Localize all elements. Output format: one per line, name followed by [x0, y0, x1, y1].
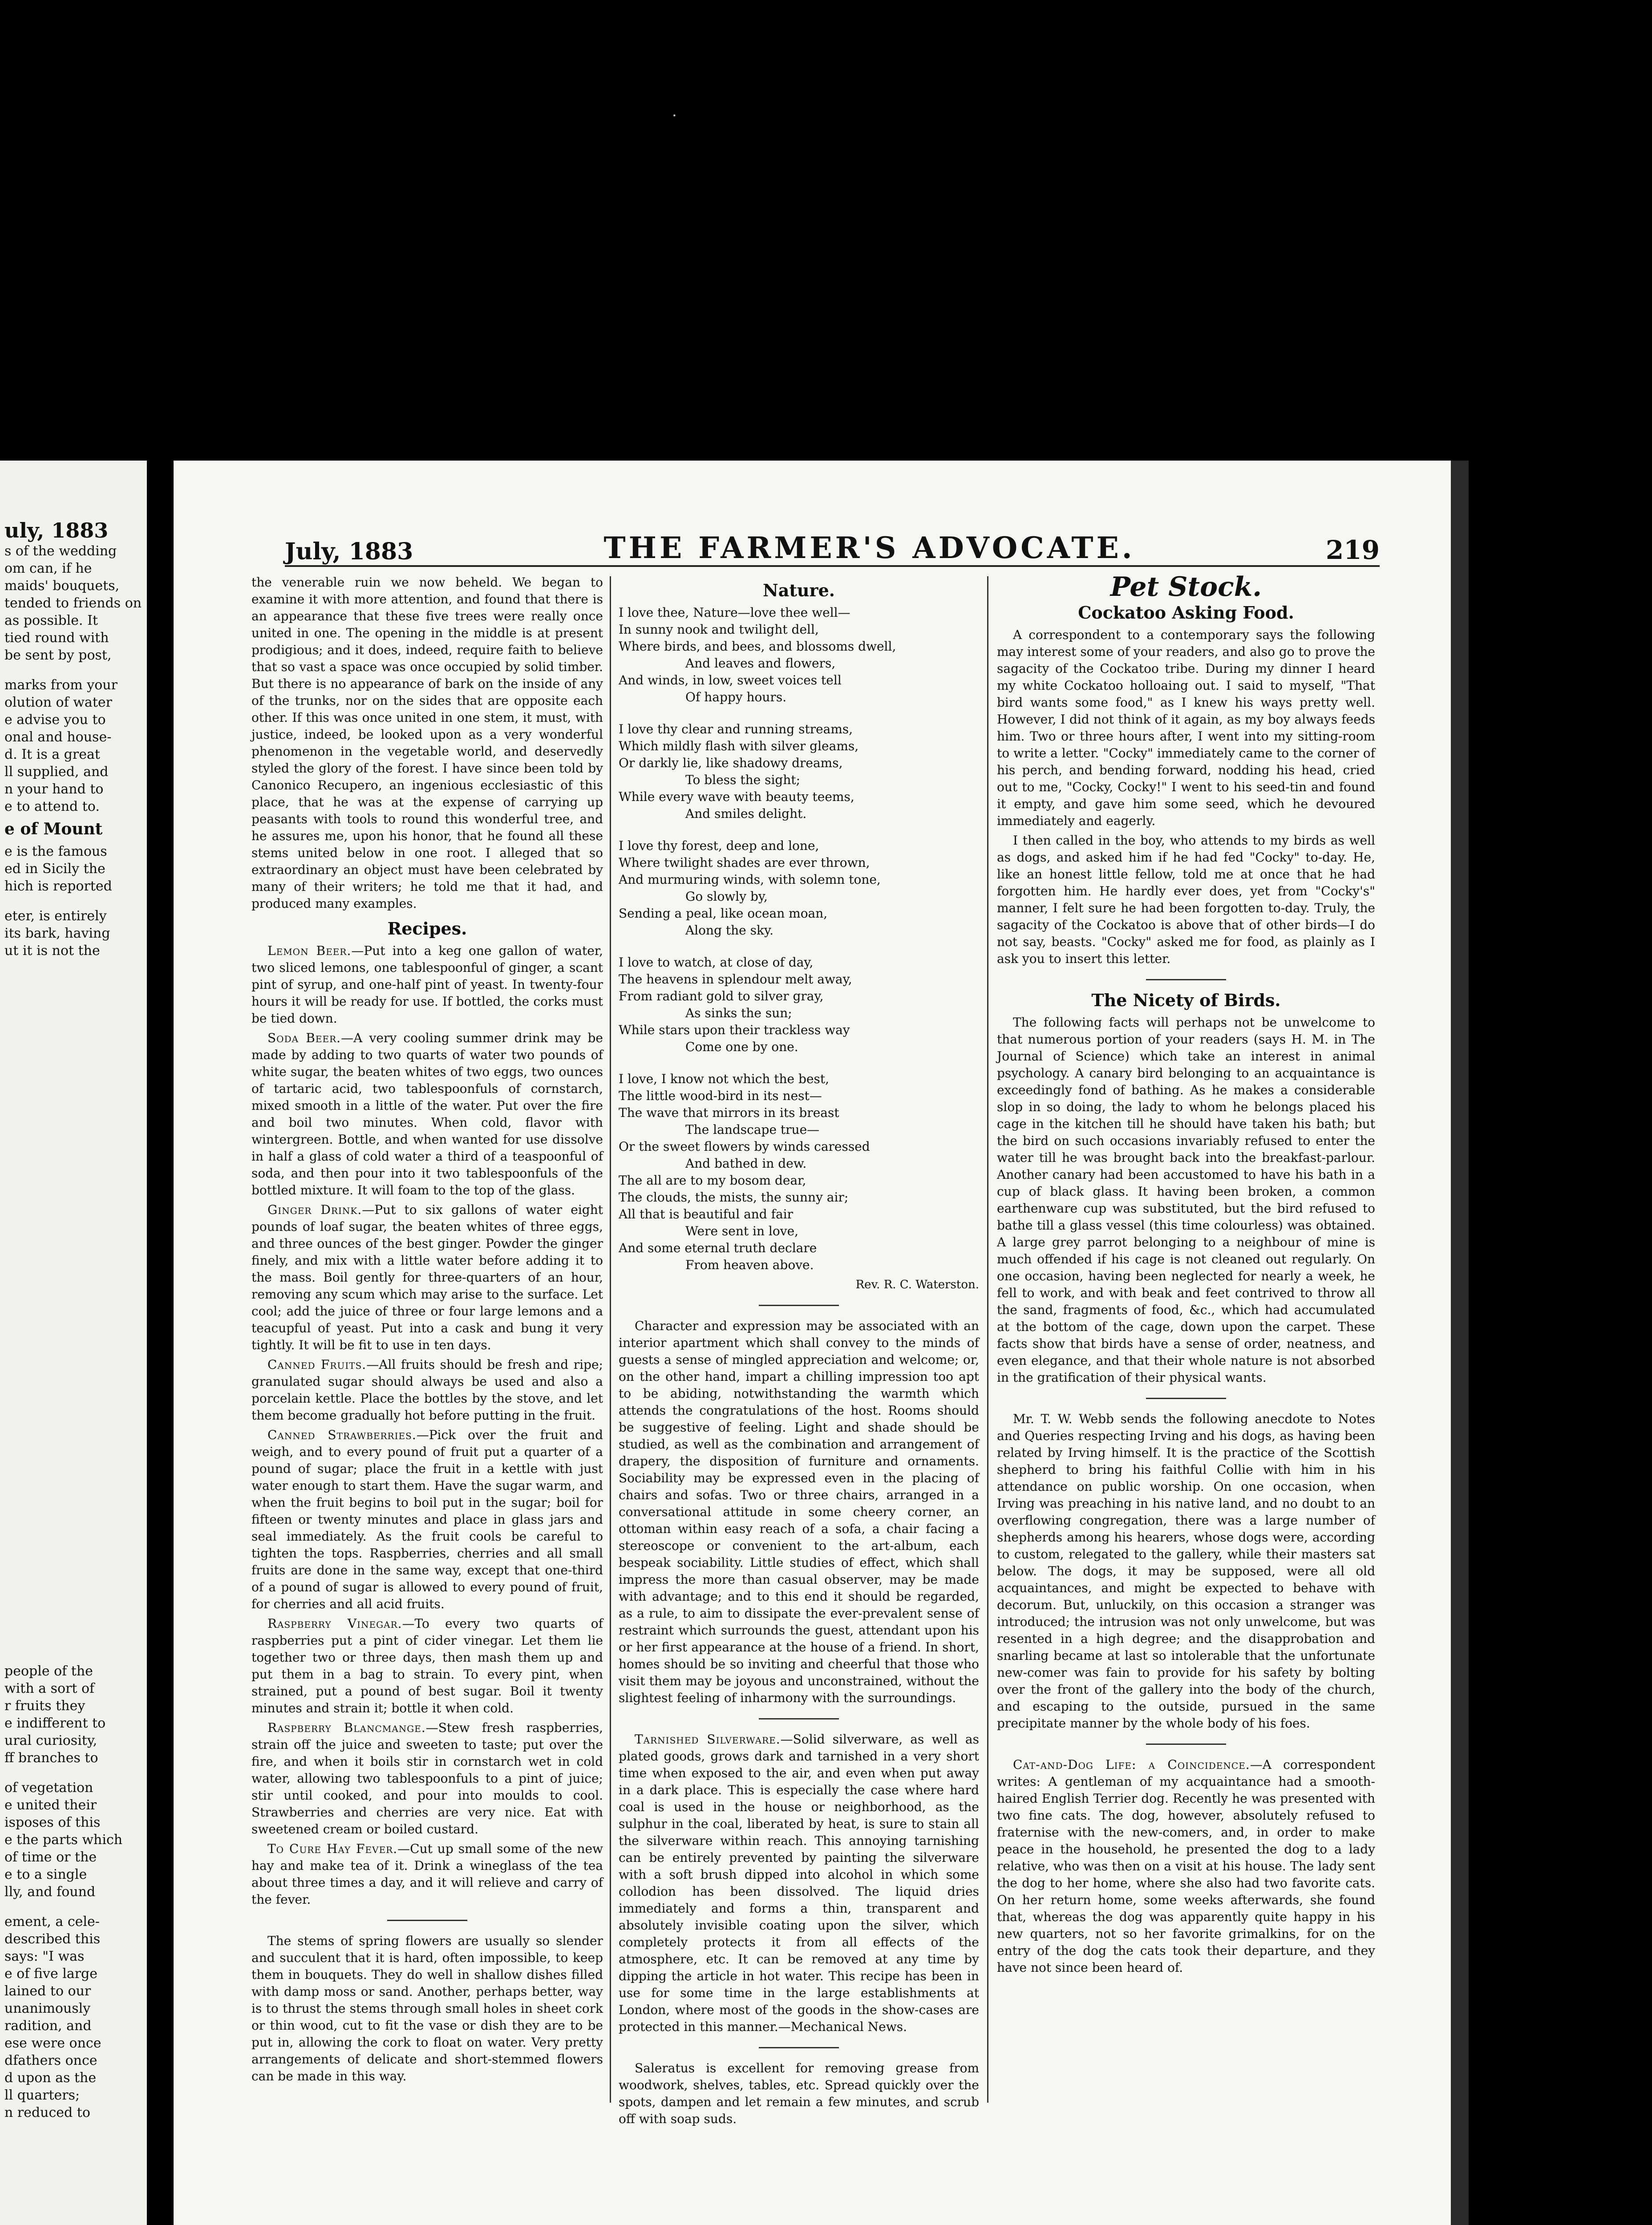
adjacent-page-section-title: e of Mount [4, 820, 103, 838]
recipe-paragraph [251, 1615, 603, 1717]
adjacent-page-line: ll supplied, and [4, 764, 109, 780]
adjacent-page-line: isposes of this [4, 1815, 101, 1830]
recipe-name: Canned Fruits. [267, 1357, 367, 1372]
poem-line: Sending a peal, like ocean moan, [619, 906, 828, 921]
newspaper-page [174, 461, 1469, 2225]
poem-line: I love thy clear and running streams, [619, 722, 853, 736]
poem-line: And murmuring winds, with solemn tone, [619, 872, 881, 887]
adjacent-page-text-bottom [0, 1663, 147, 2121]
adjacent-page-header: uly, 1883 [4, 518, 109, 542]
adjacent-page-line: s of the wedding [4, 543, 117, 559]
recipe-name: Soda Beer. [267, 1031, 341, 1045]
section-divider [759, 1305, 839, 1306]
adjacent-page-line: says: "I was [4, 1949, 85, 1964]
poem-line: Or the sweet flowers by winds caressed [619, 1139, 870, 1154]
adjacent-page-line: tied round with [4, 630, 109, 646]
section-divider [1146, 1744, 1226, 1745]
adjacent-page-line: e advise you to [4, 712, 106, 728]
nicety-paragraph: The following facts will perhaps not be unwelcome to that numerous portion of your readers (says H. M. in The Journal of Science) which take an interest in animal psychology. A canary bird belonging to an acquaintance is exceedingly fond of bathing. As he makes a considerable slop in so doing, the lady to whom he belongs placed his cage in the kitchen till he should have taken his bath; but the bird on such occasions invariably refused to enter the water till he was brought back into the breakfast-parlour. Another canary had been accustomed to have his bath in a cup of black glass. It having been broken, a common earthenware cup was substituted, but the bird refused to bathe till a glass vessel (this time colourless) was obtained. A large grey parrot belonging to a neighbour of mine is much offended if his cage is not cleaned out regularly. On one occasion, having been neglected for nearly a week, he fell to work, and with beak and feet contrived to throw all the sand, fragments of food, &c., which had accumulated at the bottom of the cage, down upon the carpet. These facts show that birds have a sense of order, neatness, and even elegance, and that their whole nature is not absorbed in the gratification of their physical wants. [997, 1015, 1375, 1385]
adjacent-page-line: of time or the [4, 1849, 97, 1865]
section-divider [1146, 1398, 1226, 1399]
recipe-paragraph [251, 1841, 603, 1908]
recipe-text: —All fruits should be fresh and ripe; granulated sugar should always be used and also a porcelain kettle. Place the bottles by the stove, and let them become gradually hot before putting in the fruit. [251, 1357, 603, 1423]
webb-paragraph: Mr. T. W. Webb sends the following anecdote to Notes and Queries respecting Irving and his dogs, as having been related by Irving himself. It is the practice of the Scottish shepherd to bring his faithful Collie with him in his attendance on public worship. On one occasion, when Irving was preaching in his native land, and no doubt to an overflowing congregation, there was a large number of shepherds among his hearers, whose dogs were, according to custom, relegated to the gallery, while their masters sat below. The dogs, it may be supposed, were all old acquaintances, and might be expected to behave with decorum. But, unluckily, on this occasion a stranger was introduced; the intrusion was not only unwelcome, but was resented in a high degree; and the disapprobation and snarling became at last so intolerable that the unfortunate new-comer was fain to provide for his safety by bolting over the front of the gallery into the body of the church, and escaping to the outside, pursued in the same precipitate manner by the whole body of his foes. [997, 1412, 1375, 1731]
poem-line: All that is beautiful and fair [619, 1207, 794, 1222]
catdog-paragraph [997, 1756, 1375, 1976]
adjacent-page-line: n reduced to [4, 2105, 90, 2120]
recipe-text: —Cut up small some of the new hay and make tea of it. Drink a wineglass of the tea about three times a day, and it will relieve and carry of the fever. [251, 1841, 603, 1907]
adjacent-page-line: e to a single [4, 1867, 87, 1882]
recipe-name: Raspberry Vinegar. [267, 1616, 402, 1631]
poem-line: The clouds, the mists, the sunny air; [619, 1190, 849, 1205]
stems-paragraph: The stems of spring flowers are usually so slender and succulent that it is hard, often impossible, to keep them in bouquets. They do well in shallow dishes filled with damp moss or sand. Another, perhaps better, way is to thrust the stems through small holes in sheet cork or thin wood, cut to fit the vase or dish they are to be put in, allowing the cork to float on water. Very pretty arrangements of delicate and short-stemmed flowers can be made in this way. [251, 1934, 603, 2083]
scan-speck: · [672, 107, 677, 125]
section-divider [387, 1920, 467, 1921]
adjacent-page-line: ement, a cele- [4, 1914, 100, 1930]
poem-line: And some eternal truth declare [619, 1241, 817, 1255]
poem-line: While every wave with beauty teems, [619, 789, 854, 804]
poem-line: Where birds, and bees, and blossoms dwell, [619, 639, 896, 654]
silverware-text: —Solid silverware, as well as plated goods, grows dark and tarnished in a very short time when exposed to the air, and even when put away in a dark place. This is especially the case where hard coal is used in the house or neighborhood, as the sulphur in the coal, liberated by heat, is sure to stain all the silverware within reach. This annoying tarnishing can be entirely prevented by painting the silverware with a soft brush dipped into alcohol in which some collodion has been dissolved. The liquid dries immediately and forms a thin, transparent and absolutely invisible coating upon the silver, which completely protects it from all effects of the atmosphere, etc. It can be removed at any time by dipping the article in hot water. This recipe has been in use for some time in the large establishments at London, where most of the goods in the show-cases are protected in this manner.—Mechanical News. [619, 1732, 979, 2034]
article-paragraph: the venerable ruin we now beheld. We began to examine it with more attention, and found that there is an appearance that these five trees were really once united in one. The opening in the middle is at present prodigious; and it does, indeed, require faith to believe that so vast a space was once occupied by solid timber. But there is no appearance of bark on the inside of any of the trunks, nor on the sides that are opposite each other. If this was once united in one stem, it must, with justice, indeed, be looked upon as a very wonderful phenomenon in the vegetable world, and deservedly styled the glory of the forest. I have since been told by Canonico Recupero, an ingenious ecclesiastic of this place, that he was at the expense of carrying up peasants with tools to round this wonderful tree, and he assures me, upon his honor, that he found all these stems united below in one root. I alleged that so extraordinary an object must have been celebrated by many of their writers; he told me that it had, and produced many examples. [251, 575, 603, 911]
stanza-break [619, 822, 979, 837]
adjacent-page-line: e the parts which [4, 1832, 123, 1848]
adjacent-page-gap [0, 1767, 147, 1779]
poem-line: And smiles delight. [685, 806, 807, 821]
recipe-name: Ginger Drink. [267, 1202, 362, 1217]
poem-signature: Rev. R. C. Waterston. [855, 1278, 979, 1291]
adjacent-page-line: lained to our [4, 1983, 91, 1999]
poem-line: The wave that mirrors in its breast [619, 1105, 839, 1120]
adjacent-page-gap [0, 664, 147, 676]
page-header [285, 525, 1380, 567]
recipe-paragraph [251, 1356, 603, 1424]
adjacent-page-line: people of the [4, 1663, 93, 1679]
recipe-text: —Pick over the fruit and weigh, and to every pound of fruit put a quarter of a pound of sugar; place the fruit in a kettle with just water enough to start them. Have the sugar warm, and when the fruit begins to boil put in the sugar; boil for fifteen or twenty minutes and place in glass jars and seal immediately. As the fruit cools be careful to tighten the tops. Raspberries, cherries and all small fruits are done in the same way, except that one-third of a pound of sugar is allowed to every pound of fruit, for cherries and all acid fruits. [251, 1428, 603, 1611]
adjacent-page-line: radition, and [4, 2018, 92, 2034]
section-divider [759, 2047, 839, 2048]
character-paragraph: Character and expression may be associated with an interior apartment which shall convey to the minds of guests a sense of mingled appreciation and welcome; or, on the other hand, impart a chilling impression too apt to be abiding, notwithstanding the warmth which attends the congratulations of the host. Rooms should be suggestive of feeling. Light and shade should be studied, as well as the combination and arrangement of drapery, the disposition of furniture and ornaments. Sociability may be expressed even in the placing of chairs and sofas. Two or three chairs, arranged in a conversational attitude in some cheery corner, an ottoman within easy reach of a sofa, a chair facing a stereoscope or convenient to the art-album, each bespeak sociability. Little studies of effect, which shall impress the more than casual observer, may be made with advantage; and to this end it should be regarded, as a rule, to aim to dissipate the ever-prevalent sense of restraint which surrounds the guest, attendant upon his or her first appearance at the house of a friend. In short, homes should be so inviting and cheerful that those who visit them may be joyous and unconstrained, without the slightest feeling of inharmony with the surroundings. [619, 1319, 979, 1705]
poem-line: The little wood-bird in its nest— [619, 1088, 822, 1103]
poem-line: As sinks the sun; [685, 1006, 792, 1020]
nature-heading: Nature. [763, 580, 835, 600]
adjacent-page-fragment [0, 461, 147, 2225]
adjacent-page-line: ese were once [4, 2035, 101, 2051]
poem-line: To bless the sight; [685, 773, 801, 787]
poem-line: While stars upon their trackless way [619, 1023, 850, 1037]
adjacent-page-line: lly, and found [4, 1884, 96, 1900]
poem-line: Or darkly lie, like shadowy dreams, [619, 756, 843, 770]
adjacent-page-line: be sent by post, [4, 647, 112, 663]
column-rule [610, 576, 611, 2103]
adjacent-page-line: ed in Sicily the [4, 861, 105, 877]
recipe-text: —A very cooling summer drink may be made by adding to two quarts of water two pounds of white sugar, the beaten whites of two eggs, two ounces of tartaric acid, two tablespoonfuls of cornstarch, mixed smooth in a little of the water. Put over the fire and boil two minutes. When cold, flavor with wintergreen. Bottle, and when wanted for use dissolve in half a glass of cold water a third of a teaspoonful of soda, and then pour into it two tablespoonfuls of the bottled mixture. It will foam to the top of the glass. [251, 1031, 603, 1197]
adjacent-page-line: om can, if he [4, 561, 92, 576]
cockatoo-heading: Cockatoo Asking Food. [1078, 603, 1294, 623]
adjacent-page-line: unanimously [4, 2001, 91, 2016]
adjacent-page-line: ff branches to [4, 1750, 98, 1766]
adjacent-page-line: eter, is entirely [4, 908, 107, 924]
poem-line: I love thee, Nature—love thee well— [619, 605, 850, 620]
adjacent-page-line: olution of water [4, 695, 112, 710]
stanza-break [619, 939, 979, 954]
adjacent-page-text-top [0, 542, 147, 815]
adjacent-page-line: described this [4, 1931, 101, 1947]
adjacent-page-line: hich is reported [4, 878, 112, 894]
pet-stock-heading: Pet Stock. [1110, 571, 1262, 603]
column-middle [619, 574, 979, 2130]
poem-line: Go slowly by, [685, 889, 768, 904]
recipe-name: Raspberry Blancmange. [267, 1720, 426, 1735]
poem-line: Along the sky. [685, 923, 773, 938]
poem-line: And leaves and flowers, [685, 656, 836, 671]
poem-line: And winds, in low, sweet voices tell [619, 673, 842, 688]
silverware-paragraph [619, 1731, 979, 2035]
cockatoo-paragraph: A correspondent to a contemporary says the following may interest some of your readers, and also go to prove the sagacity of the Cockatoo tribe. During my dinner I heard my white Cockatoo holloaing out. I said to myself, "That bird wants some food," as I knew his ways pretty well. However, I did not think of it again, as my boy always feeds him. Two or three hours after, I went into my sitting-room to write a letter. "Cocky" immediately came to the corner of his perch, and bending forward, nodding his head, cried out to me, "Cocky, Cocky!" I went to his seed-tin and found it empty, and gave him some seed, which he devoured immediately and eagerly. [997, 627, 1375, 828]
adjacent-page-gap [0, 1901, 147, 1913]
adjacent-page-line: e united their [4, 1797, 97, 1813]
catdog-lead: Cat-and-Dog Life: a Coincidence. [1013, 1757, 1250, 1772]
recipe-text: —To every two quarts of raspberries put a pint of cider vinegar. Let them lie together two or three days, then mash them up and put them in a bag to strain. To every pint, when strained, put a pound of best sugar. Boil it twenty minutes and strain it; bottle it when cold. [251, 1616, 603, 1715]
adjacent-page-line: tended to friends on [4, 595, 142, 611]
recipe-paragraph [251, 1719, 603, 1838]
recipe-paragraph [251, 1202, 603, 1354]
adjacent-page-gap [0, 895, 147, 907]
recipes-heading: Recipes. [387, 918, 467, 939]
recipes-list [251, 943, 603, 1908]
adjacent-page-line: e indifferent to [4, 1715, 106, 1731]
recipe-text: —Put into a keg one gallon of water, two sliced lemons, one tablespoonful of ginger, a scant pint of syrup, and one-half pint of yeast. In twenty-four hours it will be ready for use. If bottled, the corks must be tied down. [251, 943, 603, 1026]
poem-line: From radiant gold to silver gray, [619, 989, 824, 1003]
adjacent-page-line: r fruits they [4, 1698, 85, 1714]
header-date: July, 1883 [285, 538, 413, 565]
adjacent-page-line: as possible. It [4, 613, 98, 628]
poem-line: The all are to my bosom dear, [619, 1173, 806, 1188]
poem-line: The landscape true— [685, 1122, 820, 1137]
recipe-name: To Cure Hay Fever. [267, 1841, 398, 1856]
adjacent-page-line: e is the famous [4, 844, 107, 859]
page-number: 219 [1325, 535, 1380, 565]
adjacent-page-line: of vegetation [4, 1780, 93, 1796]
adjacent-page-line: n your hand to [4, 781, 104, 797]
nature-poem [619, 604, 979, 1274]
poem-line: The heavens in splendour melt away, [619, 972, 852, 987]
column-left [251, 574, 603, 2087]
adjacent-page-line: its bark, having [4, 926, 110, 941]
adjacent-page-text-middle [0, 843, 147, 959]
recipe-text: —Stew fresh raspberries, strain off the juice and sweeten to taste; put over the fire, and when it boils stir in cornstarch wet in cold water, allowing two tablespoonfuls to a pint of juice; stir until cooked, and pour into moulds to cool. Strawberries and cherries are very nice. Eat with sweetened cream or boiled custard. [251, 1720, 603, 1837]
catdog-text: —A correspondent writes: A gentleman of my acquaintance had a smooth-haired English Terrier dog. Recently he was presented with two fine cats. The dog, however, absolutely refused to fraternise with the new-comers, and, in order to make peace in the household, he presented the dog to a lady relative, who was then on a visit at his house. The lady sent the dog to her home, where she also had two favorite cats. On her return home, some weeks afterwards, she found that, whereas the dog was apparently quite happy in his new quarters, not so her favorite grimalkins, for on the entry of the dog the cats took their departure, and they have not since been heard of. [997, 1757, 1376, 1975]
cockatoo-article [997, 627, 1375, 967]
section-divider [1146, 979, 1226, 980]
etna-article-continuation [251, 574, 603, 912]
adjacent-page-line: ut it is not the [4, 943, 100, 959]
adjacent-page-line: d upon as the [4, 2070, 97, 2086]
poem-line: I love to watch, at close of day, [619, 955, 814, 970]
adjacent-page-line: e of five large [4, 1966, 98, 1982]
adjacent-page-line: d. It is a great [4, 747, 100, 762]
adjacent-page-line: with a sort of [4, 1681, 95, 1696]
poem-line: Where twilight shades are ever thrown, [619, 855, 870, 870]
adjacent-page-line: ural curiosity, [4, 1733, 97, 1748]
column-right [997, 571, 1376, 1979]
saleratus-paragraph: Saleratus is excellent for removing grease from woodwork, shelves, tables, etc. Spread quickly over the spots, dampen and let remain a few minutes, and scrub off with soap suds. [619, 2061, 979, 2126]
stanza-break [619, 706, 979, 721]
cockatoo-paragraph: I then called in the boy, who attends to my birds as well as dogs, and asked him if he had fed "Cocky" to-day. He, like an honest little fellow, told me at once that he had forgotten him. He hardly ever does, yet from "Cocky's" manner, I felt sure he had been forgotten to-day. Truly, the sagacity of the Cockatoo is above that of other birds—I do not say, beasts. "Cocky" asked me for food, as plainly as I ask you to insert this letter. [997, 833, 1375, 966]
recipe-name: Canned Strawberries. [267, 1428, 417, 1442]
poem-line: From heaven above. [685, 1258, 814, 1272]
poem-line: Of happy hours. [685, 690, 787, 704]
poem-line: I love, I know not which the best, [619, 1072, 830, 1086]
poem-line: And bathed in dew. [685, 1156, 807, 1171]
poem-line: In sunny nook and twilight dell, [619, 622, 819, 637]
stanza-break [619, 1056, 979, 1071]
recipe-paragraph [251, 943, 603, 1027]
recipe-paragraph [251, 1030, 603, 1199]
section-divider [759, 1718, 839, 1719]
adjacent-page-line: ll quarters; [4, 2087, 80, 2103]
recipe-text: —Put to six gallons of water eight pounds of loaf sugar, the beaten whites of three eggs, and three ounces of the best ginger. Powder the ginger finely, and mix with a little water before adding it to the mass. Boil gently for three-quarters of an hour, removing any scum which may arise to the surface. Let cool; add the juice of three or four large lemons and a teacupful of yeast. Put into a cask and bung it very tightly. It will be fit to use in ten days. [251, 1202, 603, 1352]
recipe-name: Lemon Beer. [267, 943, 352, 958]
poem-line: Come one by one. [685, 1040, 798, 1054]
poem-line: Which mildly flash with silver gleams, [619, 739, 859, 753]
recipe-paragraph [251, 1427, 603, 1613]
adjacent-page-line: dfathers once [4, 2053, 97, 2068]
masthead-title: THE FARMER'S ADVOCATE. [603, 530, 1135, 565]
poem-line: Were sent in love, [685, 1224, 799, 1238]
column-rule [987, 576, 988, 2103]
adjacent-page-line: onal and house- [4, 729, 112, 745]
adjacent-page-line: maids' bouquets, [4, 578, 120, 594]
nicety-heading: The Nicety of Birds. [1091, 990, 1281, 1010]
adjacent-page-line: e to attend to. [4, 799, 100, 814]
adjacent-page-line: marks from your [4, 677, 117, 693]
silverware-lead: Tarnished Silverware. [635, 1732, 781, 1747]
poem-line: I love thy forest, deep and lone, [619, 838, 819, 853]
